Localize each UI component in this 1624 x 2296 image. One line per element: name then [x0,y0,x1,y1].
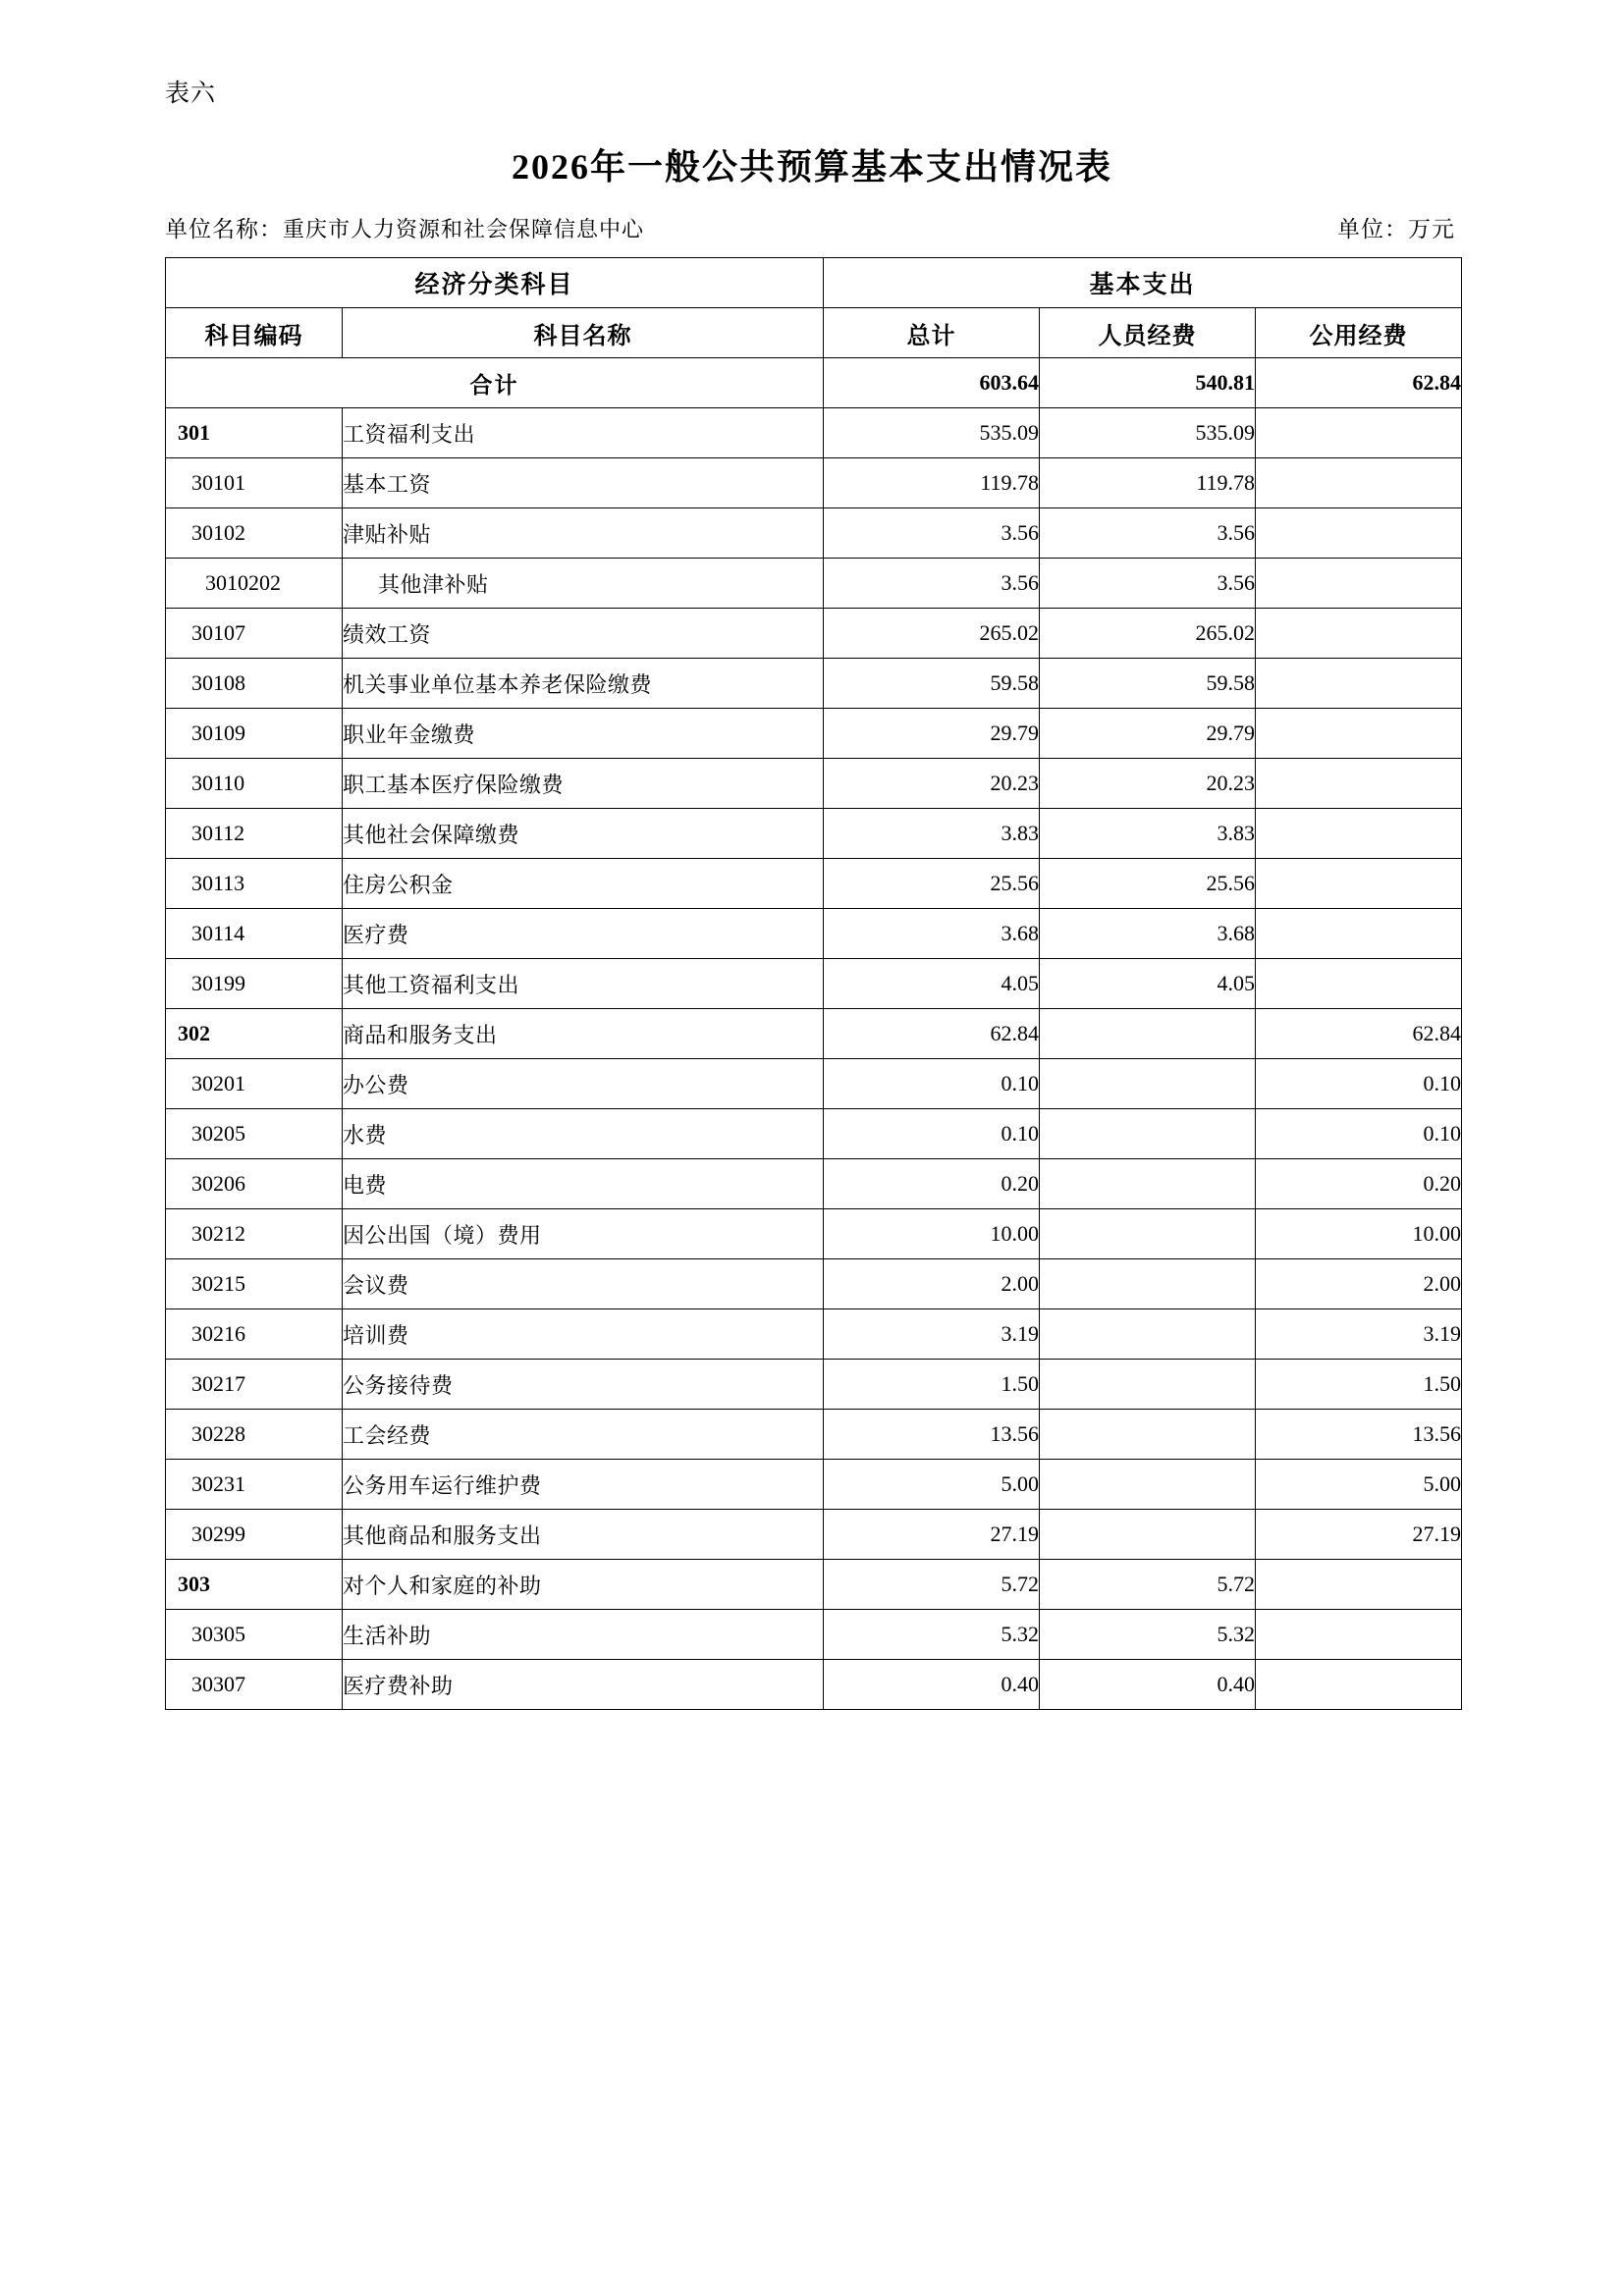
cell-total: 59.58 [824,659,1040,709]
meta-row [165,211,1459,243]
cell-personnel: 3.68 [1040,909,1256,959]
cell-personnel: 29.79 [1040,709,1256,759]
cell-public: 1.50 [1256,1360,1462,1410]
cell-public: 2.00 [1256,1259,1462,1309]
cell-total: 3.19 [824,1309,1040,1360]
cell-personnel [1040,1059,1256,1109]
cell-public [1256,1610,1462,1660]
cell-name: 公务用车运行维护费 [343,1460,824,1510]
cell-public: 0.10 [1256,1059,1462,1109]
cell-personnel: 20.23 [1040,759,1256,809]
cell-code: 3010202 [166,559,343,609]
column-header-public: 公用经费 [1256,308,1462,358]
cell-public: 5.00 [1256,1460,1462,1510]
cell-personnel [1040,1460,1256,1510]
table-row [166,408,1462,458]
cell-code: 302 [166,1009,343,1059]
cell-name: 职工基本医疗保险缴费 [343,759,824,809]
cell-personnel: 0.40 [1040,1660,1256,1710]
cell-name: 水费 [343,1109,824,1159]
cell-name: 生活补助 [343,1610,824,1660]
table-row [166,1259,1462,1309]
unit-label: 单位名称： [165,217,283,241]
cell-code: 30206 [166,1159,343,1209]
cell-total: 3.68 [824,909,1040,959]
cell-public [1256,809,1462,859]
cell-total: 5.32 [824,1610,1040,1660]
cell-public [1256,959,1462,1009]
cell-code: 301 [166,408,343,458]
cell-code: 30110 [166,759,343,809]
cell-public [1256,1560,1462,1610]
cell-personnel [1040,1309,1256,1360]
cell-code: 30199 [166,959,343,1009]
cell-public: 27.19 [1256,1510,1462,1560]
column-header-personnel: 人员经费 [1040,308,1256,358]
cell-code: 30212 [166,1209,343,1259]
cell-total: 0.10 [824,1059,1040,1109]
cell-code: 30215 [166,1259,343,1309]
cell-personnel: 119.78 [1040,458,1256,508]
cell-name: 机关事业单位基本养老保险缴费 [343,659,824,709]
cell-personnel: 59.58 [1040,659,1256,709]
cell-code: 30307 [166,1660,343,1710]
cell-total: 3.56 [824,559,1040,609]
cell-code: 30299 [166,1510,343,1560]
cell-name: 绩效工资 [343,609,824,659]
cell-total: 20.23 [824,759,1040,809]
header-economic-class: 经济分类科目 [166,258,824,308]
table-row [166,809,1462,859]
table-row [166,909,1462,959]
cell-total: 27.19 [824,1510,1040,1560]
cell-name: 其他津补贴 [343,559,824,609]
table-row [166,1610,1462,1660]
cell-total: 119.78 [824,458,1040,508]
cell-name: 津贴补贴 [343,508,824,559]
cell-code: 303 [166,1560,343,1610]
table-header [166,258,1462,358]
cell-total: 1.50 [824,1360,1040,1410]
cell-personnel [1040,1209,1256,1259]
table-row [166,1460,1462,1510]
sheet-tag: 表六 [165,80,217,107]
cell-name: 对个人和家庭的补助 [343,1560,824,1610]
header-basic-expenditure: 基本支出 [824,258,1462,308]
cell-name: 工资福利支出 [343,408,824,458]
cell-name: 商品和服务支出 [343,1009,824,1059]
cell-public: 10.00 [1256,1209,1462,1259]
cell-name: 公务接待费 [343,1360,824,1410]
cell-code: 30108 [166,659,343,709]
cell-total: 0.40 [824,1660,1040,1710]
cell-code: 30107 [166,609,343,659]
cell-total: 0.10 [824,1109,1040,1159]
cell-total: 3.56 [824,508,1040,559]
cell-personnel: 535.09 [1040,408,1256,458]
cell-code: 30102 [166,508,343,559]
table-row [166,1209,1462,1259]
cell-public [1256,909,1462,959]
cell-total: 5.72 [824,1560,1040,1610]
cell-total: 535.09 [824,408,1040,458]
table-total-row [166,358,1462,408]
table-row [166,508,1462,559]
cell-personnel: 4.05 [1040,959,1256,1009]
table-row [166,609,1462,659]
cell-personnel: 265.02 [1040,609,1256,659]
cell-total: 3.83 [824,809,1040,859]
cell-name: 电费 [343,1159,824,1209]
unit-name-value: 重庆市人力资源和社会保障信息中心 [283,217,645,241]
table-row [166,458,1462,508]
cell-code: 30305 [166,1610,343,1660]
cell-total: 0.20 [824,1159,1040,1209]
cell-total: 13.56 [824,1410,1040,1460]
cell-public [1256,859,1462,909]
cell-public: 13.56 [1256,1410,1462,1460]
cell-public: 62.84 [1256,1009,1462,1059]
cell-name: 医疗费补助 [343,1660,824,1710]
cell-personnel [1040,1159,1256,1209]
cell-name: 工会经费 [343,1410,824,1460]
budget-table [165,257,1462,1710]
table-body [166,358,1462,1710]
cell-total: 10.00 [824,1209,1040,1259]
cell-personnel [1040,1109,1256,1159]
cell-public [1256,1660,1462,1710]
cell-name: 培训费 [343,1309,824,1360]
cell-public [1256,458,1462,508]
cell-name: 职业年金缴费 [343,709,824,759]
column-header-total: 总计 [824,308,1040,358]
table-row [166,1309,1462,1360]
table-row [166,859,1462,909]
column-header-name: 科目名称 [343,308,824,358]
cell-public [1256,609,1462,659]
cell-public [1256,408,1462,458]
table-group-header-row [166,258,1462,308]
cell-name: 因公出国（境）费用 [343,1209,824,1259]
cell-total: 29.79 [824,709,1040,759]
table-row [166,659,1462,709]
cell-name: 办公费 [343,1059,824,1109]
cell-total: 25.56 [824,859,1040,909]
cell-personnel: 3.83 [1040,809,1256,859]
cell-public [1256,709,1462,759]
total-row-label: 合计 [166,358,824,408]
cell-personnel [1040,1009,1256,1059]
cell-name: 其他商品和服务支出 [343,1510,824,1560]
table-row [166,1109,1462,1159]
table-row [166,559,1462,609]
cell-name: 会议费 [343,1259,824,1309]
unit-name-block [165,211,644,243]
cell-personnel: 25.56 [1040,859,1256,909]
cell-personnel: 3.56 [1040,559,1256,609]
cell-public [1256,759,1462,809]
cell-code: 30228 [166,1410,343,1460]
cell-code: 30205 [166,1109,343,1159]
cell-code: 30217 [166,1360,343,1410]
page-title: 2026年一般公共预算基本支出情况表 [511,147,1112,187]
cell-personnel: 3.56 [1040,508,1256,559]
cell-personnel [1040,1410,1256,1460]
total-row-total: 603.64 [824,358,1040,408]
cell-personnel [1040,1360,1256,1410]
table-row [166,1159,1462,1209]
table-row [166,759,1462,809]
table-row [166,1560,1462,1610]
cell-public [1256,508,1462,559]
cell-total: 5.00 [824,1460,1040,1510]
table-row [166,1059,1462,1109]
cell-code: 30101 [166,458,343,508]
table-column-header-row [166,308,1462,358]
cell-code: 30201 [166,1059,343,1109]
table-row [166,1510,1462,1560]
cell-code: 30114 [166,909,343,959]
column-header-code: 科目编码 [166,308,343,358]
table-row [166,1009,1462,1059]
cell-total: 4.05 [824,959,1040,1009]
cell-total: 265.02 [824,609,1040,659]
cell-code: 30113 [166,859,343,909]
cell-personnel: 5.32 [1040,1610,1256,1660]
cell-total: 62.84 [824,1009,1040,1059]
table-row [166,1660,1462,1710]
table-row [166,1360,1462,1410]
cell-public [1256,659,1462,709]
cell-code: 30112 [166,809,343,859]
total-row-public: 62.84 [1256,358,1462,408]
cell-personnel [1040,1259,1256,1309]
table-row [166,1410,1462,1460]
cell-public: 0.10 [1256,1109,1462,1159]
total-row-personnel: 540.81 [1040,358,1256,408]
table-row [166,959,1462,1009]
cell-personnel: 5.72 [1040,1560,1256,1610]
cell-total: 2.00 [824,1259,1040,1309]
cell-name: 基本工资 [343,458,824,508]
amount-unit-label: 单位：万元 [1337,217,1455,241]
cell-name: 其他社会保障缴费 [343,809,824,859]
cell-code: 30109 [166,709,343,759]
cell-public: 0.20 [1256,1159,1462,1209]
cell-public [1256,559,1462,609]
cell-code: 30231 [166,1460,343,1510]
cell-personnel [1040,1510,1256,1560]
cell-name: 其他工资福利支出 [343,959,824,1009]
cell-name: 医疗费 [343,909,824,959]
table-row [166,709,1462,759]
cell-code: 30216 [166,1309,343,1360]
cell-name: 住房公积金 [343,859,824,909]
cell-public: 3.19 [1256,1309,1462,1360]
